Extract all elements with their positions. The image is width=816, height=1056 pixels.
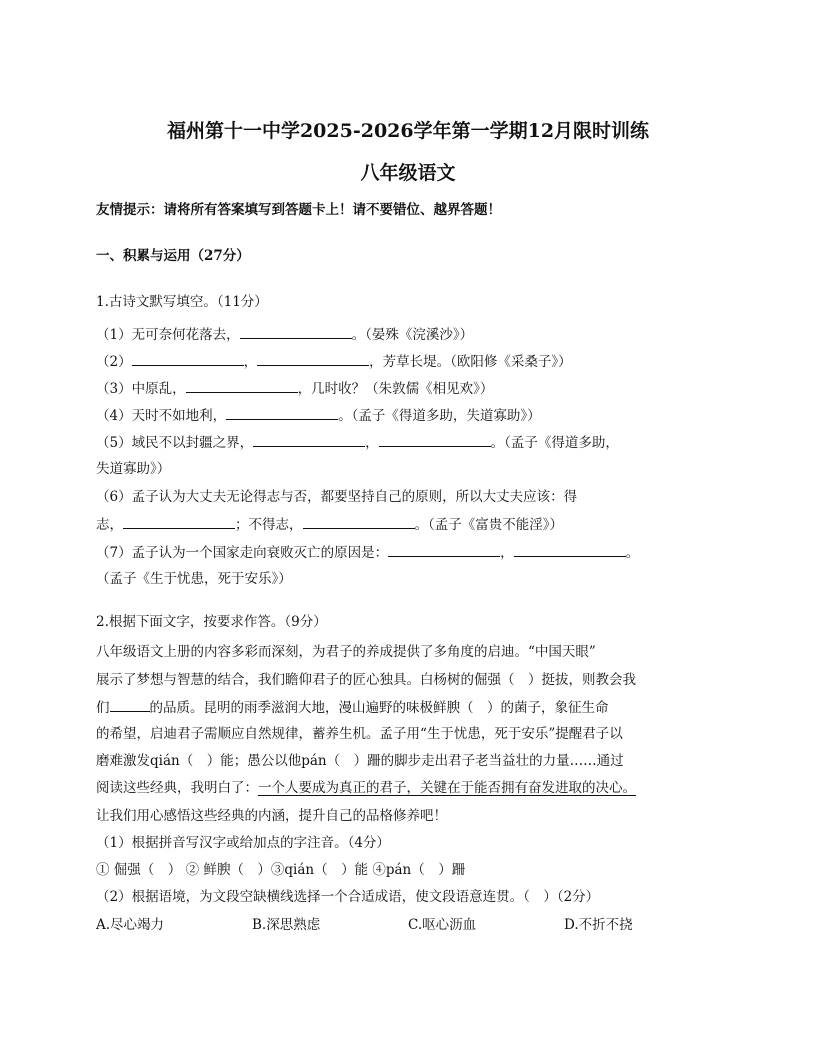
q1-2-suffix: ，芳草长堤。（欧阳修《采桑子》） [369,354,572,370]
passage-line [96,697,609,718]
option-d: D.不折不挠 [564,917,633,933]
q1-line-1 [96,324,473,345]
q1-line-7-cont: （孟子《生于忧患，死于安乐》） [96,571,292,587]
q1-4-suffix: 。（孟子《得道多助，失道寡助》） [338,408,541,424]
option-a: A.尽心竭力 [96,917,165,933]
passage-text: 们 [96,700,110,716]
q1-7-sep: ， [500,545,514,561]
answer-blank [514,542,626,557]
answer-blank [388,542,500,557]
answer-blank [240,324,352,339]
answer-blank [379,432,491,447]
passage-text: 阅读这些经典，我明白了： [96,780,258,796]
q1-line-4 [96,405,541,426]
answer-blank [226,405,338,420]
question-1-title: 1.古诗文默写填空。（11分） [96,294,268,310]
idiom-blank [110,697,150,712]
q1-5-suffix: 。（孟子《得道多助， [490,435,619,451]
q1-3-suffix: ，几时收？（朱敦儒《相见欢》） [297,381,494,397]
underlined-sentence: 一个人要成为真正的君子，关键在于能否拥有奋发进取的决心。 [258,780,636,796]
passage-line: 八年级语文上册的内容多彩而深刻，为君子的养成提供了多角度的启迪。“中国天眼” [96,644,596,660]
q1-6-prefix: 志， [96,517,123,533]
answer-blank [257,351,369,366]
q1-line-5-cont: 失道寡助》） [96,461,171,477]
answer-blank [253,432,365,447]
sub-question-1: （1）根据拼音写汉字或给加点的字注音。（4分） [96,835,390,851]
answer-blank [132,351,244,366]
q1-4-prefix: （4）天时不如地利， [96,408,227,424]
q1-6-mid: ；不得志， [235,517,303,533]
q1-line-7 [96,542,639,563]
answer-blank [303,514,415,529]
passage-line: 的希望，启迪君子需顺应自然规律，蓄养生机。孟子用“生于忧患，死于安乐”提醒君子以 [96,726,623,742]
exam-title: 福州第十一中学2025-2026学年第一学期12月限时训练 [166,120,650,142]
section-heading: 一、积累与运用（27分） [96,248,250,264]
q1-line-5 [96,432,619,453]
q1-1-suffix: 。（晏殊《浣溪沙》） [351,327,474,343]
q1-7-prefix: （7）孟子认为一个国家走向衰败灭亡的原因是： [96,545,389,561]
q1-2-sep: ， [243,354,258,370]
q1-2-prefix: （2） [96,354,132,370]
q1-line-6: （6）孟子认为大丈夫无论得志与否，都要坚持自己的原则，所以大丈夫应该：得 [96,489,578,505]
answer-blank [123,514,235,529]
q1-7-end: 。 [625,545,640,561]
passage-line [96,778,636,798]
q1-1-prefix: （1）无可奈何花落去， [96,327,240,343]
answer-blank [186,378,298,393]
option-b: B.深思熟虑 [252,917,321,933]
q1-5-prefix: （5）域民不以封疆之界， [96,435,254,451]
q1-line-6-cont [96,514,563,535]
passage-line: 展示了梦想与智慧的结合，我们瞻仰君子的匠心独具。白杨树的倔强（ ）挺拔，则教会我 [96,672,636,688]
q1-3-prefix: （3）中原乱， [96,381,186,397]
question-2-title: 2.根据下面文字，按要求作答。（9分） [96,614,327,630]
exam-subtitle: 八年级语文 [360,162,456,184]
sub-question-2: （2）根据语境，为文段空缺横线选择一个合适成语，使文段语意连贯。（ ）（2分） [96,889,600,905]
sub-question-1-items: ① 倔强（ ） ② 鲜腴（ ）③qián（ ）能 ④pán（ ）跚 [96,862,466,878]
q1-6-suffix: 。（孟子《富贵不能淫》） [414,517,563,533]
option-c: C.呕心沥血 [408,917,477,933]
q1-5-sep: ， [365,435,379,451]
passage-text: 的品质。昆明的雨季滋润大地，漫山遍野的味极鲜腴（ ）的菌子，象征生命 [149,700,609,716]
q1-line-3 [96,378,493,399]
notice-text: 友情提示：请将所有答案填写到答题卡上！请不要错位、越界答题！ [96,202,501,218]
q1-line-2 [96,351,572,372]
passage-line: 磨难激发qián（ ）能；愚公以他pán（ ）跚的脚步走出君子老当益壮的力量……通过 [96,753,624,769]
passage-line: 让我们用心感悟这些经典的内涵，提升自己的品格修养吧！ [96,808,447,824]
